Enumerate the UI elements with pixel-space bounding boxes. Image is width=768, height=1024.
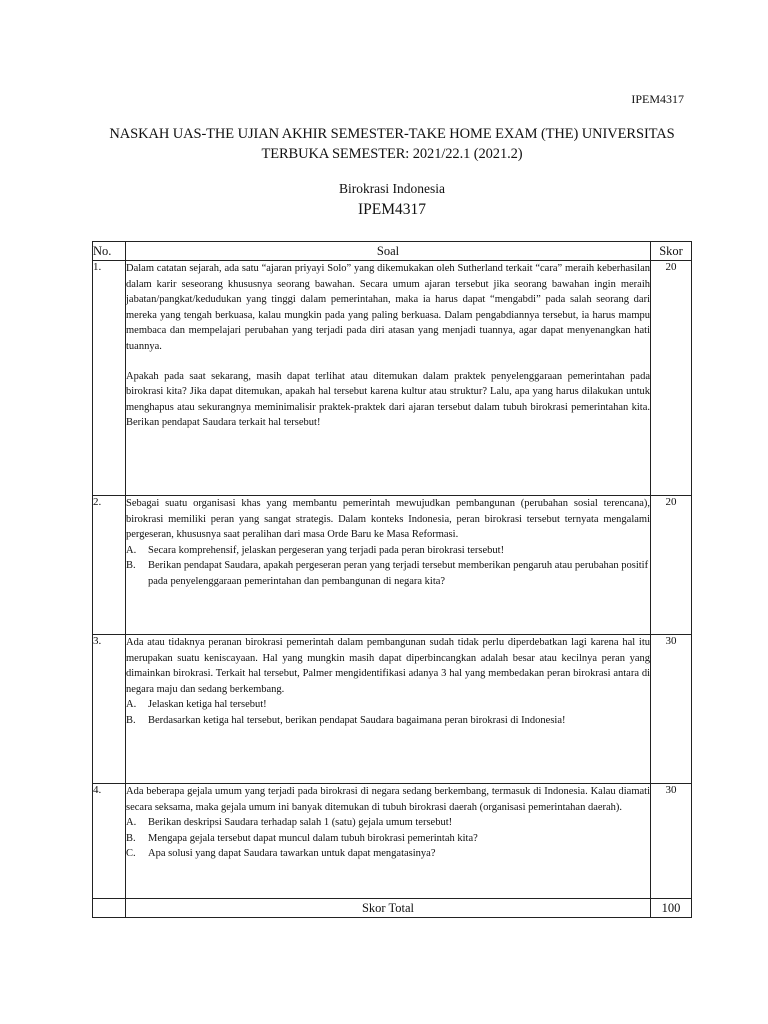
question-score: 20 bbox=[651, 496, 692, 635]
option-label: B. bbox=[126, 714, 136, 726]
question-score: 20 bbox=[651, 261, 692, 496]
question-paragraph: Ada atau tidaknya peranan birokrasi pemerintah dalam pembangunan sudah tidak perlu diperdebatkan lagi karena hal itu merupakan suatu keniscayaan. Hal yang mungkin masih dapat diperbincangkan adalah besar atau kecilnya peran yang dimainkan birokrasi. Terkait hal tersebut, Palmer mengidentifikasi adanya 3 hal yang membedakan peran birokrasi antara di negara maju dan sedang berkembang. bbox=[126, 637, 650, 695]
table-row bbox=[93, 261, 692, 496]
option-label: A. bbox=[126, 544, 137, 556]
question-text bbox=[126, 635, 651, 784]
question-text bbox=[126, 784, 651, 899]
question-option bbox=[126, 558, 650, 589]
question-paragraph: Apakah pada saat sekarang, masih dapat terlihat atau ditemukan dalam praktek penyelenggaraan pemerintahan pada birokrasi kita? Jika dapat ditemukan, apakah hal tersebut karena kultur atau struktur? Lalu, apa yang harus dilakukan untuk menghapus atau sekurangnya meminimalisir praktek-praktek dari ajaran tersebut dalam tubuh birokrasi pemerintahan kita. Berikan pendapat Saudara terkait hal tersebut! bbox=[126, 370, 650, 429]
option-label: B. bbox=[126, 560, 136, 572]
option-text: Mengapa gejala tersebut dapat muncul dalam tubuh birokrasi pemerintah kita? bbox=[148, 832, 478, 844]
option-text: Jelaskan ketiga hal tersebut! bbox=[148, 699, 267, 711]
option-text: Berdasarkan ketiga hal tersebut, berikan pendapat Saudara bagaimana peran birokrasi di Indonesia! bbox=[148, 714, 566, 726]
question-option bbox=[126, 713, 650, 729]
option-label: B. bbox=[126, 832, 136, 844]
option-label: A. bbox=[126, 817, 137, 829]
question-number: 1. bbox=[93, 261, 126, 496]
column-header-no: No. bbox=[93, 242, 126, 261]
total-row bbox=[93, 899, 692, 918]
option-text: Berikan deskripsi Saudara terhadap salah 1 (satu) gejala umum tersebut! bbox=[148, 817, 453, 829]
question-number: 2. bbox=[93, 496, 126, 635]
option-text: Apa solusi yang dapat Saudara tawarkan untuk dapat mengatasinya? bbox=[148, 848, 436, 860]
question-option bbox=[126, 815, 650, 831]
question-option bbox=[126, 697, 650, 713]
table-row bbox=[93, 635, 692, 784]
exam-title-line-2: TERBUKA SEMESTER: 2021/22.1 (2021.2) bbox=[261, 146, 523, 162]
question-number: 3. bbox=[93, 635, 126, 784]
option-text: Secara komprehensif, jelaskan pergeseran yang terjadi pada peran birokrasi tersebut! bbox=[148, 544, 505, 556]
question-option bbox=[126, 543, 650, 559]
question-option bbox=[126, 846, 650, 862]
exam-table bbox=[92, 241, 692, 918]
option-label: C. bbox=[126, 848, 136, 860]
table-header-row bbox=[93, 242, 692, 261]
table-row bbox=[93, 496, 692, 635]
question-score: 30 bbox=[651, 635, 692, 784]
question-text bbox=[126, 261, 651, 496]
total-label: Skor Total bbox=[126, 899, 651, 918]
question-paragraph: Ada beberapa gejala umum yang terjadi pada birokrasi di negara sedang berkembang, termasuk di Indonesia. Kalau diamati secara seksama, maka gejala umum ini banyak ditemukan di tubuh birokrasi daerah (organisasi pemerintahan daerah). bbox=[126, 786, 650, 813]
total-empty-cell bbox=[93, 899, 126, 918]
document-code: IPEM4317 bbox=[631, 92, 684, 106]
exam-title bbox=[92, 124, 692, 164]
table-row bbox=[93, 784, 692, 899]
exam-title-line-1: NASKAH UAS-THE UJIAN AKHIR SEMESTER-TAKE HOME EXAM (THE) UNIVERSITAS bbox=[109, 126, 675, 142]
question-paragraph: Sebagai suatu organisasi khas yang membantu pemerintah mewujudkan pembangunan (perubahan sosial terencana), birokrasi memiliki peran yang sangat strategis. Dalam konteks Indonesia, peran birokrasi tersebut ternyata mengalami pergeseran, khususnya saat peralihan dari masa Orde Baru ke Masa Reformasi. bbox=[126, 498, 650, 541]
question-number: 4. bbox=[93, 784, 126, 899]
question-score: 30 bbox=[651, 784, 692, 899]
option-label: A. bbox=[126, 699, 137, 711]
question-option bbox=[126, 831, 650, 847]
question-text bbox=[126, 496, 651, 635]
option-text: Berikan pendapat Saudara, apakah pergeseran peran yang terjadi tersebut memberikan pengaruh atau perubahan positif pada penyelenggaraan pemerintahan dan pembangunan di negara kita? bbox=[148, 560, 649, 587]
column-header-skor: Skor bbox=[651, 242, 692, 261]
course-name: Birokrasi Indonesia bbox=[338, 181, 446, 196]
column-header-soal: Soal bbox=[126, 242, 651, 261]
course-code: IPEM4317 bbox=[357, 201, 427, 218]
total-value: 100 bbox=[651, 899, 692, 918]
question-paragraph: Dalam catatan sejarah, ada satu “ajaran priyayi Solo” yang dikemukakan oleh Sutherland terkait “cara” meraih keberhasilan dalam karir seseorang khususnya seorang bawahan. Secara umum ajaran tersebut jika seorang bawahan ingin meraih jabatan/pangkat/kedudukan yang tinggi dalam pemerintahan, maka ia harus dapat “mengabdi” pada salah seorang dari mereka yang tengah berkuasa, kalau mungkin pada yang paling berkuasa. Dalam pengabdiannya tersebut, ia harus mampu membaca dan mempelajari perubahan yang terjadi pada diri atasan yang menjadi tuannya, agar dapat menyenangkan hati tuannya. bbox=[126, 263, 650, 352]
